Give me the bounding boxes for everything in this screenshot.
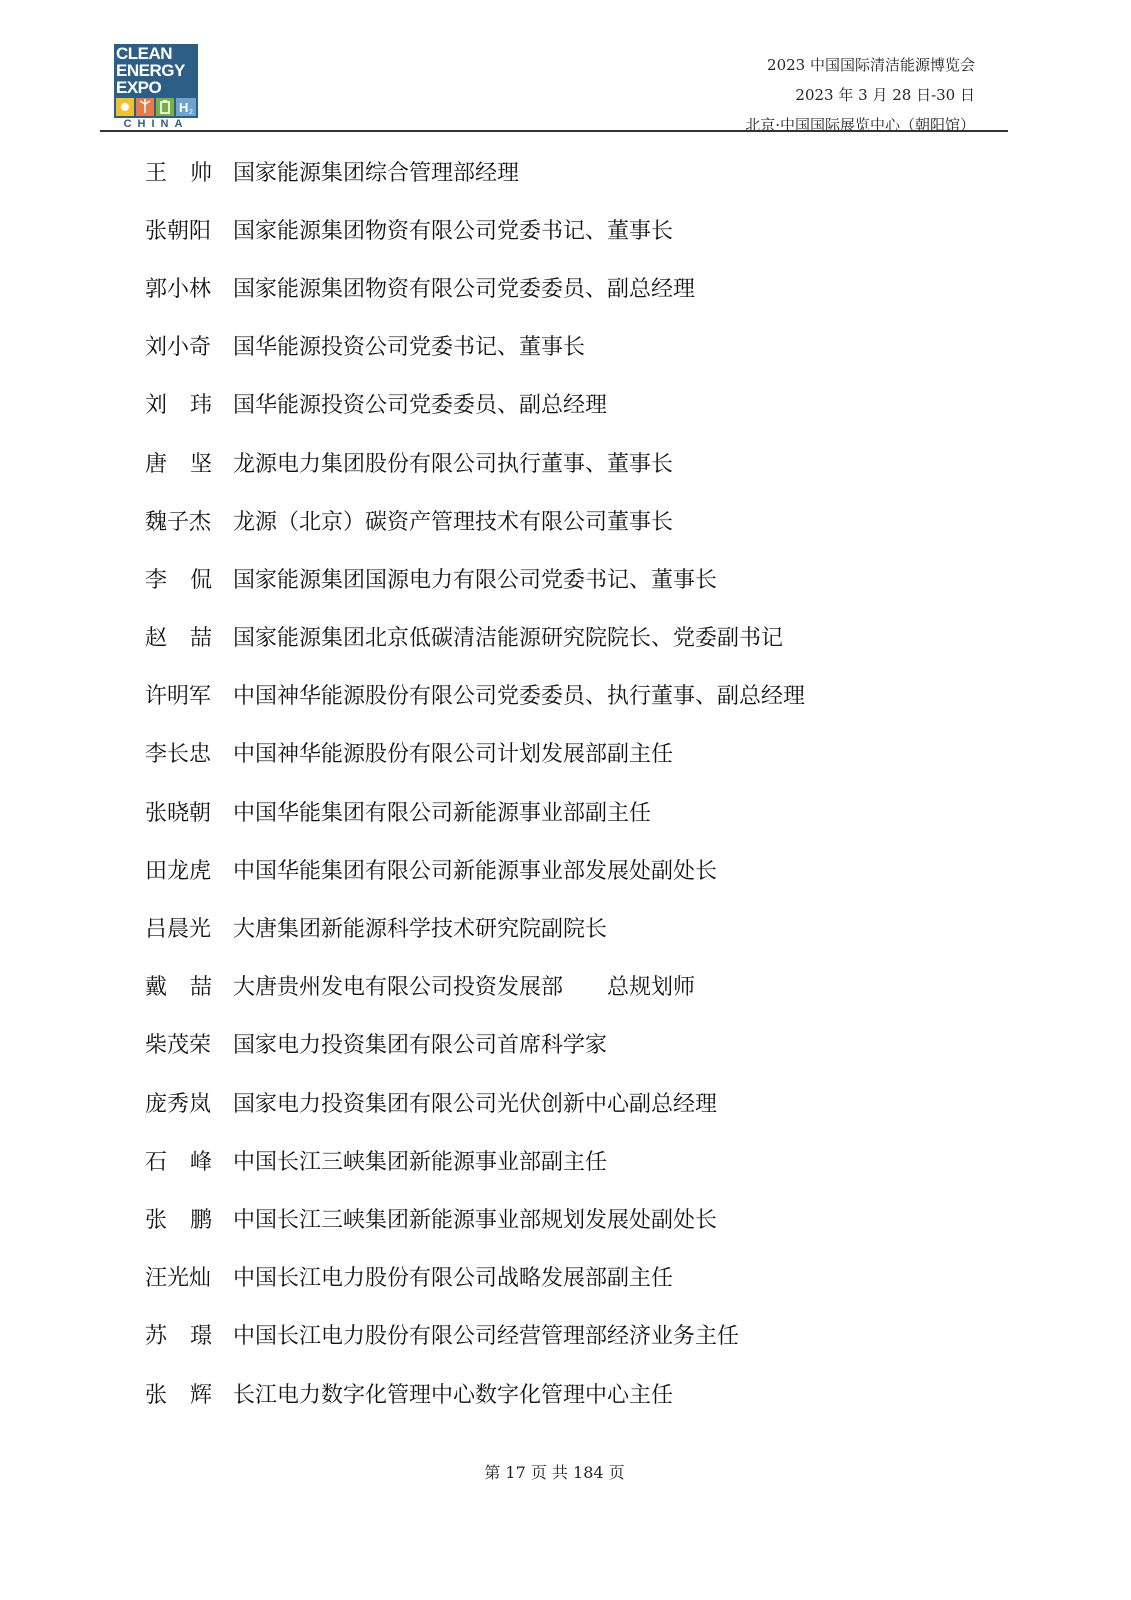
event-header <box>745 50 975 140</box>
page-number: 第 17 页 共 184 页 <box>484 1463 625 1482</box>
attendee-title: 中国长江三峡集团新能源事业部规划发展处副处长 <box>233 1207 718 1233</box>
list-item <box>145 200 1005 258</box>
list-item <box>145 957 1005 1015</box>
attendee-name: 张朝阳 <box>145 218 212 244</box>
attendee-name: 吕晨光 <box>145 917 212 943</box>
logo-country: CHINA <box>123 118 189 130</box>
logo-icons <box>114 98 198 116</box>
attendee-title: 中国长江电力股份有限公司经营管理部经济业务主任 <box>233 1324 740 1350</box>
attendee-title: 中国华能集团有限公司新能源事业部发展处副处长 <box>233 858 718 884</box>
attendee-name: 魏子杰 <box>145 509 212 535</box>
sun-icon <box>116 98 134 116</box>
attendee-name: 柴茂荣 <box>145 1033 212 1059</box>
attendee-name: 刘小奇 <box>145 335 212 361</box>
list-item <box>145 258 1005 316</box>
attendee-name: 戴喆 <box>145 975 236 1001</box>
list-item <box>145 375 1005 433</box>
attendee-name: 郭小林 <box>145 276 212 302</box>
attendee-title: 龙源电力集团股份有限公司执行董事、董事长 <box>233 451 674 477</box>
attendee-title: 中国神华能源股份有限公司党委委员、执行董事、副总经理 <box>233 684 806 710</box>
list-item <box>145 840 1005 898</box>
list-item <box>145 898 1005 956</box>
attendee-name: 李侃 <box>145 567 236 593</box>
list-item <box>145 1306 1005 1364</box>
list-item <box>145 549 1005 607</box>
svg-text:2: 2 <box>189 109 193 116</box>
attendee-title: 长江电力数字化管理中心数字化管理中心主任 <box>233 1382 674 1408</box>
attendee-name: 唐坚 <box>145 451 236 477</box>
battery-icon <box>156 98 174 116</box>
wind-icon <box>136 98 154 116</box>
attendee-name: 张鹏 <box>145 1207 236 1233</box>
attendee-title: 中国华能集团有限公司新能源事业部副主任 <box>233 800 652 826</box>
attendee-name: 石峰 <box>145 1149 236 1175</box>
attendee-title: 国家能源集团综合管理部经理 <box>233 160 520 186</box>
attendee-title: 大唐贵州发电有限公司投资发展部 总规划师 <box>233 975 696 1001</box>
attendee-title: 国家电力投资集团有限公司光伏创新中心副总经理 <box>233 1091 718 1117</box>
list-item <box>145 724 1005 782</box>
list-item <box>145 317 1005 375</box>
attendee-name: 张晓朝 <box>145 800 212 826</box>
attendee-title: 龙源（北京）碳资产管理技术有限公司董事长 <box>233 509 674 535</box>
attendee-title: 大唐集团新能源科学技术研究院副院长 <box>233 917 608 943</box>
list-item <box>145 1131 1005 1189</box>
clean-energy-expo-logo <box>114 44 198 130</box>
attendee-title: 国家电力投资集团有限公司首席科学家 <box>233 1033 608 1059</box>
list-item <box>145 608 1005 666</box>
hydrogen-icon <box>176 98 196 116</box>
attendee-list <box>145 142 1005 1422</box>
attendee-title: 国家能源集团物资有限公司党委书记、董事长 <box>233 218 674 244</box>
attendee-title: 中国长江电力股份有限公司战略发展部副主任 <box>233 1266 674 1292</box>
list-item <box>145 666 1005 724</box>
attendee-name: 庞秀岚 <box>145 1091 212 1117</box>
logo-line-expo: EXPO <box>116 78 162 97</box>
svg-text:H: H <box>179 100 189 115</box>
list-item <box>145 142 1005 200</box>
attendee-name: 李长忠 <box>145 742 212 768</box>
attendee-title: 国家能源集团国源电力有限公司党委书记、董事长 <box>233 567 718 593</box>
attendee-title: 国家能源集团物资有限公司党委委员、副总经理 <box>233 276 696 302</box>
list-item <box>145 433 1005 491</box>
attendee-title: 中国长江三峡集团新能源事业部副主任 <box>233 1149 608 1175</box>
list-item <box>145 1073 1005 1131</box>
list-item <box>145 1015 1005 1073</box>
attendee-name: 苏璟 <box>145 1324 236 1350</box>
event-dates: 2023 年 3 月 28 日-30 日 <box>795 86 975 104</box>
attendee-name: 王帅 <box>145 160 236 186</box>
attendee-title: 国华能源投资公司党委委员、副总经理 <box>233 393 608 419</box>
list-item <box>145 1189 1005 1247</box>
list-item <box>145 491 1005 549</box>
attendee-name: 田龙虎 <box>145 858 212 884</box>
attendee-title: 国家能源集团北京低碳清洁能源研究院院长、党委副书记 <box>233 626 784 652</box>
list-item <box>145 782 1005 840</box>
list-item <box>145 1364 1005 1422</box>
attendee-title: 国华能源投资公司党委书记、董事长 <box>233 335 586 361</box>
logo-box <box>114 44 198 118</box>
attendee-name: 许明军 <box>145 684 212 710</box>
header-divider <box>100 130 1008 132</box>
attendee-name: 张辉 <box>145 1382 236 1408</box>
event-title: 2023 中国国际清洁能源博览会 <box>767 56 975 74</box>
list-item <box>145 1248 1005 1306</box>
logo-line-clean: CLEAN <box>116 44 173 63</box>
attendee-name: 赵喆 <box>145 626 236 652</box>
attendee-name: 刘玮 <box>145 393 236 419</box>
attendee-name: 汪光灿 <box>145 1266 212 1292</box>
logo-line-energy: ENERGY <box>116 61 185 80</box>
event-venue: 北京·中国国际展览中心（朝阳馆） <box>745 116 975 134</box>
attendee-title: 中国神华能源股份有限公司计划发展部副主任 <box>233 742 674 768</box>
